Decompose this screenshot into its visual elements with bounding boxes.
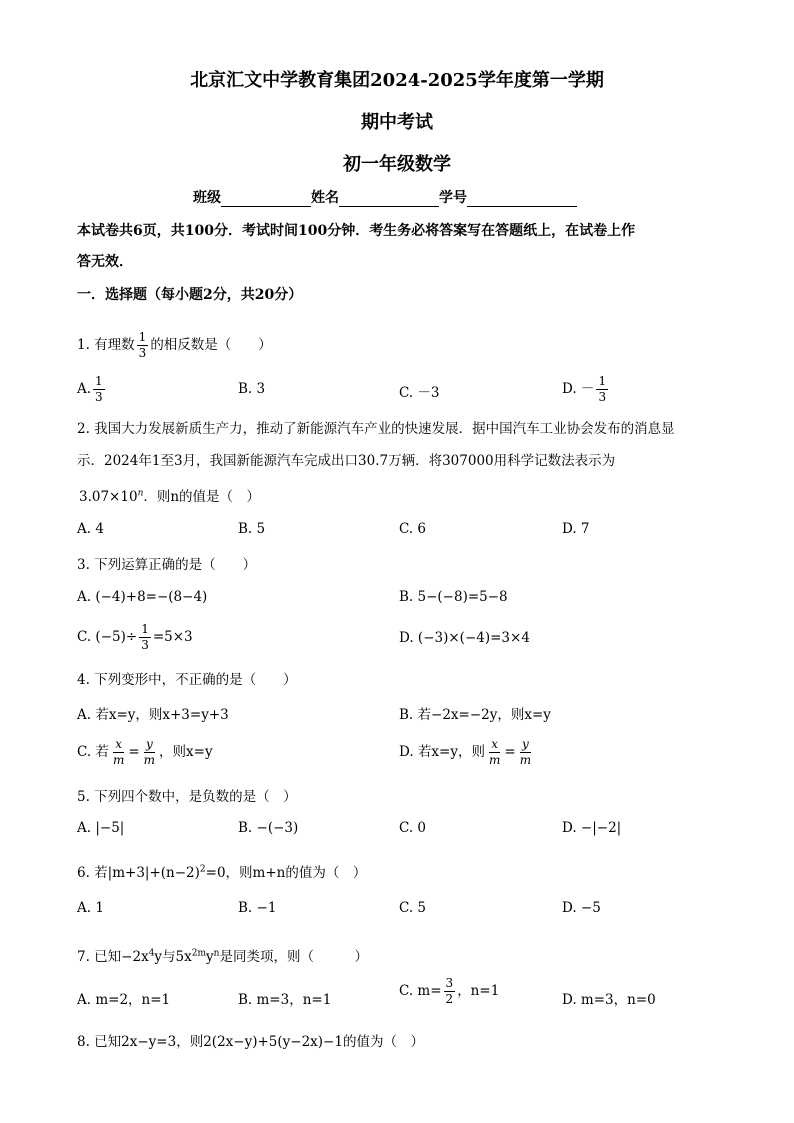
- q7-option-d[interactable]: D. m=3，n=0: [562, 992, 656, 1008]
- exam-grade-subject: 初一年级数学: [343, 154, 451, 175]
- q5-option-b[interactable]: B. −(−3): [238, 820, 299, 836]
- q1-option-a[interactable]: A. $\frac{1}{3}$: [77, 374, 103, 404]
- q1-option-c[interactable]: C. －3: [399, 385, 440, 401]
- q6-option-c[interactable]: C. 5: [399, 900, 427, 916]
- q6-option-a[interactable]: A. 1: [77, 900, 104, 916]
- q2-option-a[interactable]: A. 4: [77, 521, 104, 537]
- class-label: 班级: [193, 190, 221, 206]
- q4-option-a[interactable]: A. 若x=y，则x+3=y+3: [77, 707, 229, 723]
- q3-option-a[interactable]: A. (−4)+8=−(8−4): [77, 589, 208, 605]
- q2-option-d[interactable]: D. 7: [562, 521, 590, 537]
- q3-option-d[interactable]: D. (−3)×(−4)=3×4: [399, 630, 530, 646]
- notice-line-2: 答无效．: [77, 254, 133, 270]
- question-5-stem: 5. 下列四个数中，是负数的是（ ）: [77, 789, 297, 805]
- q5-option-c[interactable]: C. 0: [399, 820, 427, 836]
- q4-option-c[interactable]: C. 若 $\frac{x}{m}$ = $\frac{y}{m}$ ，则x=y: [77, 737, 213, 767]
- question-6-stem: 6. 若$|m+3|+(n-2)^2=0$，则m+n的值为（ ）: [77, 864, 367, 881]
- q6-option-b[interactable]: B. −1: [238, 900, 277, 916]
- name-blank: [339, 192, 439, 207]
- q2-option-b[interactable]: B. 5: [238, 521, 266, 537]
- q3-option-b[interactable]: B. 5−(−8)=5−8: [399, 589, 508, 605]
- q1-option-d[interactable]: D. － $\frac{1}{3}$: [562, 374, 607, 404]
- exam-title: 北京汇文中学教育集团2024-2025学年度第一学期: [190, 70, 604, 91]
- q5-option-d[interactable]: D. −|−2|: [562, 820, 622, 836]
- question-1-stem: 1. 有理数 $\frac{1}{3}$ 的相反数是（ ）: [77, 330, 272, 360]
- question-7-stem: 7. 已知$-2x^4y$与$5x^{2m}y^n$是同类项，则（ ）: [77, 948, 368, 965]
- q5-option-a[interactable]: A. |−5|: [77, 820, 125, 836]
- q7-option-b[interactable]: B. m=3，n=1: [238, 992, 332, 1008]
- q4-option-d[interactable]: D. 若x=y，则 $\frac{x}{m}$ = $\frac{y}{m}$: [399, 737, 532, 767]
- notice-line-1: 本试卷共6页，共100分．考试时间100分钟．考生务必将答案写在答题纸上，在试卷上作: [77, 223, 636, 239]
- q6-option-d[interactable]: D. −5: [562, 900, 601, 916]
- student-id-label: 学号: [439, 190, 467, 206]
- q4-option-b[interactable]: B. 若−2x=−2y，则x=y: [399, 707, 551, 723]
- question-3-stem: 3. 下列运算正确的是（ ）: [77, 557, 257, 573]
- q1-option-b[interactable]: B. 3: [238, 381, 266, 397]
- name-label: 姓名: [311, 190, 339, 206]
- exam-subtitle: 期中考试: [361, 112, 433, 133]
- section-heading: 一．选择题（每小题2分，共20分）: [77, 287, 303, 303]
- q3-option-c[interactable]: C. (−5)÷ $\frac{1}{3}$ =5×3: [77, 622, 193, 652]
- q2-option-c[interactable]: C. 6: [399, 521, 427, 537]
- question-8-stem: 8. 已知2x−y=3，则2(2x−y)+5(y−2x)−1的值为（ ）: [77, 1034, 424, 1050]
- info-line: [193, 187, 577, 207]
- student-id-blank: [467, 192, 577, 207]
- question-2-line-2: 示．2024年1至3月，我国新能源汽车完成出口30.7万辆．将307000用科学记数法表示为: [77, 453, 616, 469]
- question-2-line-3: $3.07\times 10^n$．则n的值是（ ）: [79, 488, 261, 505]
- class-blank: [221, 192, 311, 207]
- question-2-line-1: 2. 我国大力发展新质生产力，推动了新能源汽车产业的快速发展．据中国汽车工业协会发布的消息显: [77, 421, 675, 437]
- q7-option-c[interactable]: C. m= $\frac{3}{2}$ ，n=1: [399, 976, 500, 1006]
- question-4-stem: 4. 下列变形中，不正确的是（ ）: [77, 672, 297, 688]
- q7-option-a[interactable]: A. m=2，n=1: [77, 992, 171, 1008]
- fraction: $\frac{1}{3}$: [138, 330, 147, 360]
